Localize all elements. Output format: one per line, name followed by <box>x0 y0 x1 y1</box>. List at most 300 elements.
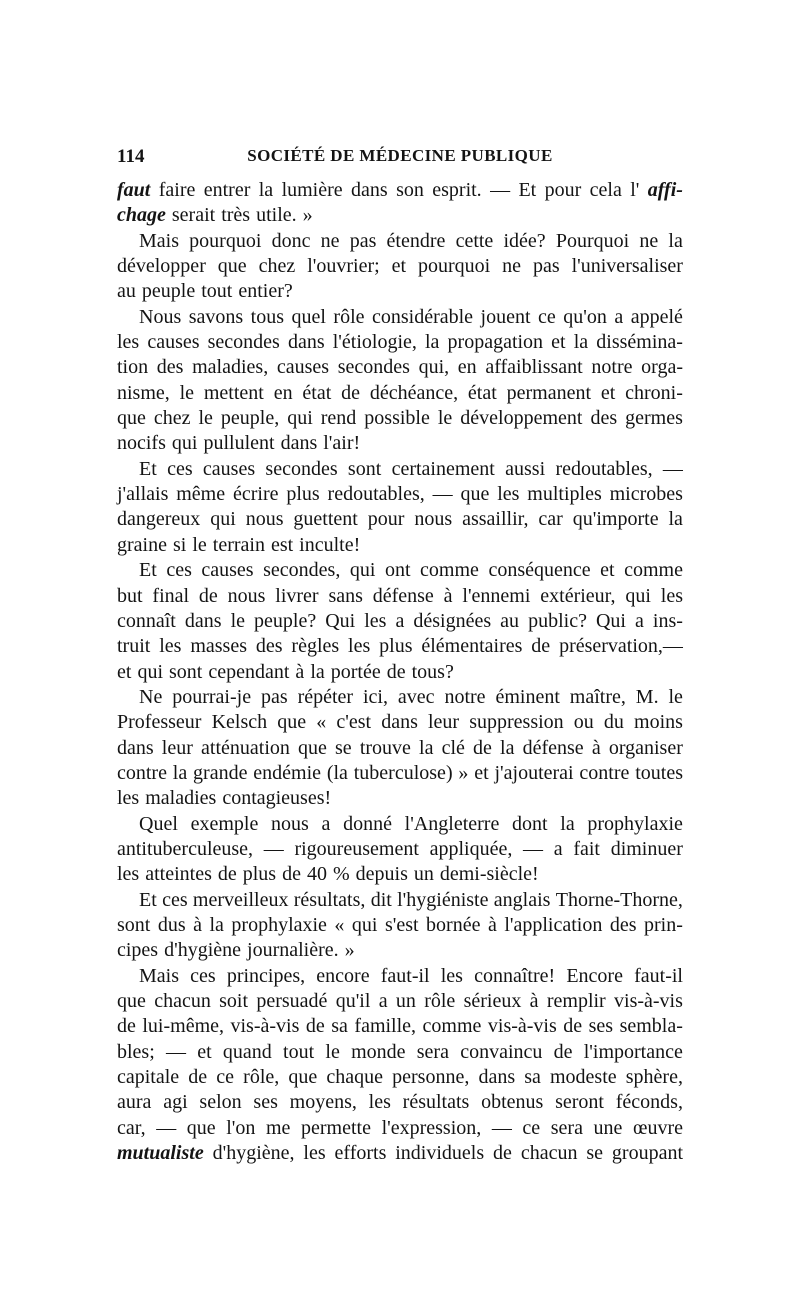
word: clé <box>441 736 465 759</box>
text-line <box>117 254 683 279</box>
word: groupant <box>611 1142 683 1165</box>
text-line <box>117 1065 683 1090</box>
word: ne <box>320 229 340 252</box>
word: comme <box>422 1015 482 1038</box>
text-line <box>117 710 683 735</box>
text-line <box>117 1116 683 1141</box>
word: quand <box>222 1040 272 1063</box>
word: fait <box>573 837 600 860</box>
word: sont <box>347 457 382 480</box>
word: inculte! <box>299 533 361 556</box>
word: ses <box>588 1015 614 1038</box>
word: tion <box>117 356 149 379</box>
word: dit <box>370 888 392 911</box>
word: maladies, <box>192 356 269 379</box>
text-line <box>117 406 683 431</box>
word: personne, <box>392 1066 470 1089</box>
word: dans <box>117 736 154 759</box>
italic-word: mutualiste <box>117 1142 204 1165</box>
text-line <box>117 330 683 355</box>
word: de <box>531 635 551 658</box>
word: lui-même, <box>142 1015 225 1038</box>
word: comme <box>420 559 479 582</box>
word: élémentaires <box>421 635 523 658</box>
word: notre <box>591 356 633 379</box>
word: état <box>467 381 497 404</box>
word: tuberculose) <box>353 761 453 784</box>
word: leur <box>161 736 193 759</box>
word: que <box>298 736 327 759</box>
word: état <box>302 381 332 404</box>
word: qu'importe <box>572 508 659 531</box>
text-line <box>117 1014 683 1039</box>
word: rôle <box>333 305 365 328</box>
text-line <box>117 558 683 583</box>
word: qui <box>210 508 236 531</box>
word: avec <box>397 685 435 708</box>
word: » <box>344 939 355 962</box>
text-line <box>117 837 683 862</box>
word: et <box>474 761 489 784</box>
word: et <box>391 255 407 278</box>
word: de <box>217 863 237 886</box>
word: qui <box>351 913 378 936</box>
word: selon <box>199 1091 242 1114</box>
word: désignées <box>413 609 492 632</box>
word: de <box>386 660 406 683</box>
word: maître, <box>569 685 626 708</box>
word: soit <box>219 990 249 1012</box>
word: merveilleux <box>192 888 289 911</box>
word: Ne <box>139 685 163 708</box>
italic-word: affi- <box>647 179 683 201</box>
word: savons <box>188 305 244 328</box>
running-title: SOCIÉTÉ DE MÉDECINE PUBLIQUE <box>247 146 553 165</box>
word: certainement <box>391 457 495 480</box>
word: peuple? <box>254 609 317 632</box>
word: l'universaliser <box>571 255 683 278</box>
word: prophylaxie <box>587 812 683 835</box>
word: que <box>277 711 307 734</box>
word: car, <box>117 1116 146 1139</box>
word: redoutables, <box>327 483 425 506</box>
word: vis-à-vis <box>487 1015 557 1038</box>
text-line <box>117 736 683 761</box>
text-line <box>117 685 683 710</box>
word: mettent <box>203 381 264 404</box>
text-line <box>117 938 683 963</box>
word: secondes <box>337 356 410 379</box>
word: chacun <box>520 1142 578 1165</box>
word: convaincu <box>460 1040 543 1063</box>
word: ont <box>384 559 411 582</box>
word: d'hygiène <box>164 939 242 962</box>
word: les <box>440 964 463 987</box>
word: Et <box>139 888 157 911</box>
text-line <box>117 609 683 634</box>
text-line <box>117 533 683 558</box>
word: ces <box>190 964 216 987</box>
page-number: 114 <box>117 146 145 167</box>
word: — <box>156 1116 177 1139</box>
word: de <box>188 1066 208 1089</box>
word: pour <box>367 508 405 531</box>
text-line <box>117 507 683 532</box>
word: graine <box>117 533 167 556</box>
word: toutes <box>635 761 683 784</box>
word: du <box>603 711 624 734</box>
word: ne <box>639 229 659 252</box>
word: des <box>156 356 184 379</box>
word: livrer <box>275 584 319 607</box>
word: dans <box>287 331 325 354</box>
running-head <box>117 146 683 172</box>
word: peuple, <box>220 407 280 430</box>
word: quel <box>291 305 326 328</box>
word: que <box>117 990 146 1012</box>
italic-word: chage <box>117 204 166 227</box>
word: développer <box>117 255 206 278</box>
word: éminent <box>495 685 560 708</box>
word: faut-il <box>380 964 430 987</box>
word: ins- <box>652 609 683 632</box>
word: trouve <box>359 736 411 759</box>
word: leur <box>428 711 460 734</box>
word: vis-à-vis <box>614 990 683 1012</box>
word: diminuer <box>610 837 683 860</box>
word: Kelsch <box>211 711 268 734</box>
word: cependant <box>208 660 290 683</box>
word: de <box>493 1142 512 1165</box>
word: masses <box>190 635 247 658</box>
word: que <box>288 1066 318 1089</box>
word: sa <box>524 1066 541 1089</box>
word: j'allais <box>117 483 169 506</box>
word: pour <box>544 179 582 201</box>
word: le <box>179 381 195 404</box>
word: capitale <box>117 1066 180 1089</box>
word: truit <box>117 635 151 658</box>
word: bles; <box>117 1040 155 1063</box>
word: la <box>424 331 440 354</box>
word: « <box>316 711 327 734</box>
word: but <box>117 584 143 607</box>
word: ou <box>573 711 594 734</box>
word: demi-siècle! <box>439 863 539 886</box>
word: ces <box>166 559 192 582</box>
word: l' <box>630 179 640 201</box>
word: de <box>473 736 492 759</box>
word: au <box>500 609 520 632</box>
word: de <box>553 1040 573 1063</box>
word: en <box>457 356 477 379</box>
word: et <box>197 1040 212 1063</box>
word: portée <box>330 660 381 683</box>
word: sera <box>416 1040 449 1063</box>
word: se <box>335 736 352 759</box>
word: est <box>270 533 294 556</box>
word: persuadé <box>256 990 328 1012</box>
word: se <box>586 1142 604 1165</box>
word: sont <box>117 913 151 936</box>
word: sphère, <box>625 1066 683 1089</box>
word: sembla- <box>619 1015 683 1038</box>
text-line <box>117 1141 683 1166</box>
word: préservation,— <box>559 635 683 658</box>
word: connaît <box>117 609 176 632</box>
word: public? <box>528 609 587 632</box>
word: faire <box>158 179 196 201</box>
word: nous <box>245 508 284 531</box>
word: plus <box>286 483 320 506</box>
word: déchéance, <box>369 381 459 404</box>
word: sa <box>331 1015 348 1038</box>
word: idée? <box>503 229 546 252</box>
word: l'hygiéniste <box>397 888 489 911</box>
word: les <box>117 331 140 354</box>
word: les <box>303 1142 326 1165</box>
word: a <box>634 609 644 632</box>
text-line <box>117 913 683 938</box>
text-line <box>117 888 683 913</box>
word: s'est <box>384 913 419 936</box>
word: assaillir, <box>462 508 529 531</box>
word: atténuation <box>201 736 290 759</box>
word: obtenus <box>481 1091 544 1114</box>
word: car <box>538 508 563 531</box>
word: Mais <box>139 229 179 252</box>
word: pas <box>261 685 288 708</box>
word: a <box>553 837 563 860</box>
word: et <box>117 660 132 683</box>
word: principes, <box>226 964 306 987</box>
word: microbes <box>609 483 683 506</box>
word: permanent <box>506 381 592 404</box>
word: la <box>668 229 683 252</box>
word: les <box>497 483 520 506</box>
word: Et <box>518 179 537 201</box>
word: grande <box>193 761 248 784</box>
word: une <box>593 1116 623 1139</box>
word: chaque <box>326 1066 384 1089</box>
word: c'est <box>336 711 372 734</box>
word: en <box>273 381 293 404</box>
word: exemple <box>190 812 259 835</box>
word: chez <box>258 255 296 278</box>
word: jouent <box>480 305 531 328</box>
word: pullulent <box>203 432 275 455</box>
word: sont <box>169 660 203 683</box>
word: nous <box>271 812 309 835</box>
text-line <box>117 584 683 609</box>
word: aussi <box>505 457 546 480</box>
text-line <box>117 786 683 811</box>
word: permette <box>301 1116 371 1139</box>
text-line <box>117 634 683 659</box>
word: ici, <box>363 685 388 708</box>
word: des <box>255 635 283 658</box>
word: sérieux <box>463 990 522 1012</box>
word: depuis <box>355 863 408 886</box>
word: à <box>487 913 497 936</box>
text-line <box>117 660 683 685</box>
word: ses <box>253 1091 278 1114</box>
word: l'Angleterre <box>404 812 500 835</box>
word: considérable <box>371 305 474 328</box>
text-line <box>117 812 683 837</box>
word: qu'il <box>335 990 371 1012</box>
word: les <box>364 609 387 632</box>
word: orga- <box>641 356 683 379</box>
word: ce <box>538 305 556 328</box>
word: si <box>172 533 187 556</box>
word: qu'on <box>563 305 607 328</box>
word: et <box>600 559 615 582</box>
word: la <box>573 331 589 354</box>
word: endémie <box>253 761 322 784</box>
word: le <box>198 407 213 430</box>
word: notre <box>444 685 486 708</box>
word: conséquence <box>488 559 591 582</box>
word: comme <box>624 559 683 582</box>
word: à <box>193 913 202 936</box>
word: agi <box>163 1091 188 1114</box>
word: la <box>500 736 515 759</box>
text-line <box>117 355 683 380</box>
word: d'hygiène, <box>212 1142 295 1165</box>
word: bornée <box>426 913 481 936</box>
word: Qui <box>325 609 356 632</box>
word: germes <box>625 407 683 430</box>
word: pas <box>349 229 377 252</box>
word: qui <box>171 432 198 455</box>
word: résultats, <box>293 888 366 911</box>
word: — <box>491 1116 512 1139</box>
word: » <box>458 761 469 784</box>
word: entier? <box>238 280 293 303</box>
word: nisme, <box>117 381 170 404</box>
word: la <box>419 736 434 759</box>
word: l'application <box>504 913 603 936</box>
word: efforts <box>334 1142 387 1165</box>
word: Encore <box>566 964 623 987</box>
word: œuvre <box>633 1116 683 1139</box>
word: prin- <box>644 913 683 936</box>
text-line <box>117 964 683 989</box>
word: contagieuses! <box>222 787 332 810</box>
word: la <box>258 179 274 201</box>
word: pourrai-je <box>172 685 252 708</box>
word: multiples <box>527 483 602 506</box>
word: de <box>117 1015 136 1038</box>
word: à <box>591 736 601 759</box>
word: causes <box>201 559 254 582</box>
word: et <box>551 331 566 354</box>
text-line <box>117 305 683 330</box>
word: à <box>529 990 539 1012</box>
word: esprit. <box>432 179 482 201</box>
word: dus <box>157 913 186 936</box>
word: donné <box>343 812 392 835</box>
word: a <box>378 990 388 1012</box>
word: chroni- <box>625 381 683 404</box>
word: suppression <box>469 711 564 734</box>
word: son <box>396 179 424 201</box>
word: — <box>490 179 511 201</box>
word: maladies <box>145 787 217 810</box>
text-line <box>117 482 683 507</box>
word: très <box>221 204 251 227</box>
word: les <box>348 635 371 658</box>
word: a <box>321 812 331 835</box>
word: chez <box>153 407 191 430</box>
word: contre <box>117 761 167 784</box>
word: au <box>117 280 136 303</box>
word: un <box>413 863 434 886</box>
word: tous? <box>411 660 454 683</box>
text-line <box>117 862 683 887</box>
word: M. <box>635 685 659 708</box>
word: les <box>159 635 182 658</box>
word: étendre <box>386 229 446 252</box>
word: — <box>166 1040 187 1063</box>
word: dont <box>512 812 548 835</box>
word: Quel <box>139 812 178 835</box>
word: modeste <box>550 1066 617 1089</box>
word: que <box>186 1116 216 1139</box>
word: Qui <box>595 609 626 632</box>
word: (la <box>326 761 348 784</box>
word: chacun <box>154 990 211 1012</box>
word: serait <box>171 204 216 227</box>
word: ce <box>216 1066 235 1089</box>
word: causes <box>147 331 200 354</box>
word: tout <box>201 280 233 303</box>
word: tout <box>283 1040 315 1063</box>
word: secondes, <box>263 559 341 582</box>
word: qui <box>349 559 376 582</box>
word: et <box>600 381 616 404</box>
word: famille, <box>354 1015 417 1038</box>
word: ces <box>167 457 193 480</box>
word: rend <box>320 407 357 430</box>
word: la <box>560 812 575 835</box>
word: — <box>263 837 284 860</box>
word: Professeur <box>117 711 202 734</box>
word: la <box>209 913 224 936</box>
word: l'on <box>226 1116 256 1139</box>
word: % <box>332 863 350 886</box>
word: les <box>117 863 140 886</box>
word: les <box>368 1091 391 1114</box>
word: Et <box>139 559 157 582</box>
word: que <box>460 483 490 506</box>
word: lumière <box>281 179 343 201</box>
word: appliquée, <box>429 837 513 860</box>
word: terrain <box>212 533 265 556</box>
word: contre <box>579 761 630 784</box>
word: dans <box>351 179 388 201</box>
word: cette <box>455 229 494 252</box>
word: donc <box>271 229 311 252</box>
word: remplir <box>546 990 606 1012</box>
word: extérieur, <box>540 584 616 607</box>
text-line <box>117 279 683 304</box>
word: rôle <box>424 990 456 1012</box>
word: résultats <box>402 1091 470 1114</box>
word: a <box>614 305 624 328</box>
word: développement <box>460 407 583 430</box>
